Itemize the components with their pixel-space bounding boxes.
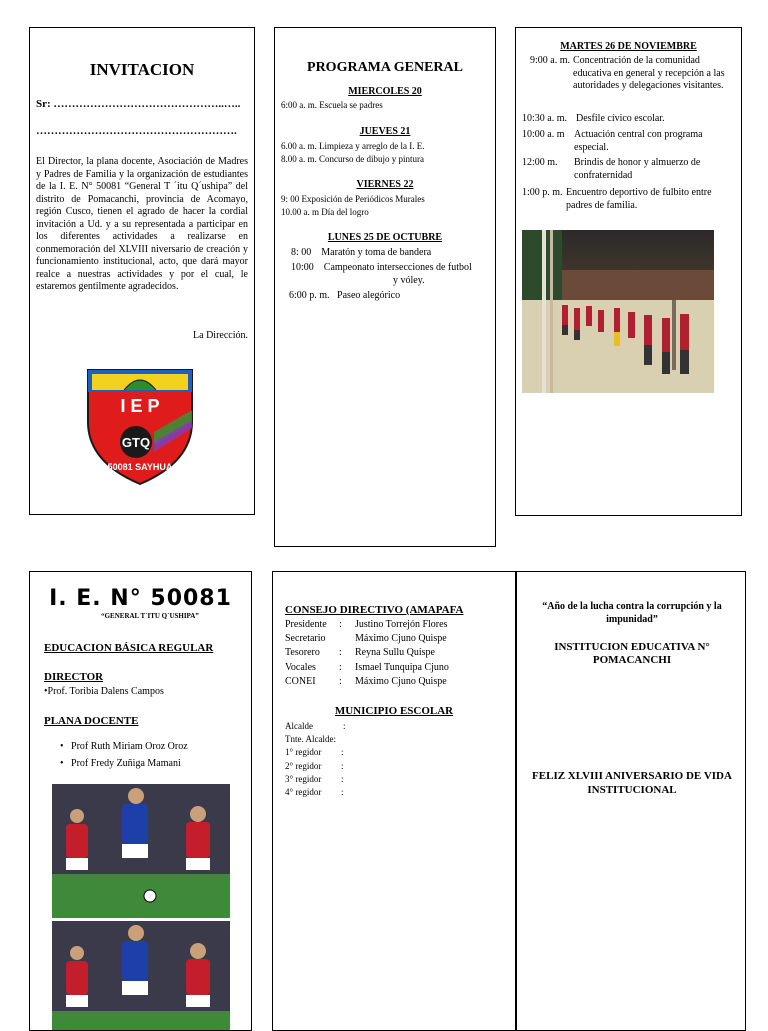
martes-text: Concentración de la comunidad educativa en general y recepción a las autoridades y delegaciones visitantes. [573,55,725,91]
day-item: 9: 00 Exposición de Periódicos Murales [281,194,425,204]
institution-name: INSTITUCION EDUCATIVA N° POMACANCHI [554,641,710,666]
municipio-row: Tnte. Alcalde: [285,734,336,744]
martes-time: 10:30 a. m. [522,113,567,124]
signature: La Dirección. [193,330,248,341]
member-row [285,619,447,631]
cover-panel [516,571,746,1031]
programa-panel [274,27,496,547]
member-role: Tesorero [285,647,320,658]
students-photo [522,230,714,393]
staff-heading: PLANA DOCENTE [44,715,139,727]
logo-gtq: GTQ [121,435,151,450]
member-sep: : [339,676,342,687]
martes-panel [515,27,742,516]
consejo-panel [272,571,516,1031]
day-item: 6:00 p. m. Paseo alegórico [289,290,401,301]
dots-line: ………………………………………………. [36,125,237,137]
staff-item: • Prof Ruth Miriam Oroz Oroz [60,741,188,752]
martes-time: 12:00 m. [522,157,558,168]
member-role: Vocales [285,662,316,673]
member-name: Máximo Cjuno Quispe [355,676,447,687]
day-item: y vóley. [393,275,425,286]
member-role: Secretario [285,633,326,644]
member-name: Justino Torrejón Flores [355,619,448,630]
municipio-row: 3° regidor : [285,774,344,784]
day-item: 6:00 a. m. Escuela se padres [281,100,383,110]
member-name: Ismael Tunquipa Cjuno [355,662,449,673]
martes-text: Desfile cívico escolar. [576,113,665,124]
day-heading: MIERCOLES 20 [348,86,422,97]
invitation-body: El Director, la plana docente, Asociación de Madres y Padres de Familia y la organización de estudiantes de la I. E. N° 50081 “General T ´itu Q´ushipa” del distrito de Pomacanchi, provincia de Acomayo, región Cusco, tienen el agrado de hacer la cordial invitación a Ud. y a su representada a participar en los diferentes actividades a realizarse en conmemoración del XLVIII niversario de creación y funcionamiento institucional, acto, que dará mayor realce a nuestras actividades y por el cual, le estaremos gentilmente agradecidos. [36,156,248,292]
member-row [285,633,447,645]
school-big-title: I. E. N° 50081 [49,586,232,611]
municipio-row: 2° regidor : [285,761,344,771]
municipio-row: 1° regidor : [285,747,344,757]
member-sep: : [339,662,342,673]
day-item: 8.00 a. m. Concurso de dibujo y pintura [281,154,424,164]
level-heading: EDUCACION BÁSICA REGULAR [44,642,214,654]
member-role: CONEI [285,676,316,687]
director-name: •Prof. Toribia Dalens Campos [44,686,164,697]
day-heading: JUEVES 21 [359,126,411,137]
martes-text: Actuación central con programa especial. [574,129,703,153]
member-name: Máximo Cjuno Quispe [355,633,447,644]
municipio-row: 4° regidor : [285,787,344,797]
martes-text: Brindis de honor y almuerzo de confraternidad [574,157,701,181]
martes-text: Encuentro deportivo de fulbito entre padres de familia. [566,187,712,211]
martes-time: 1:00 p. m. [522,187,563,198]
sr-line: Sr: ………………………………………..….. [36,98,241,110]
martes-time: 9:00 a. m. [530,55,570,66]
member-row [285,662,449,674]
municipio-heading: MUNICIPIO ESCOLAR [334,705,454,717]
soccer-photo [52,921,230,1030]
school-panel [29,571,252,1031]
martes-time: 10:00 a. m [522,129,565,140]
day-item: 10.00 a. m Día del logro [281,207,369,217]
day-heading: LUNES 25 DE OCTUBRE [327,232,443,243]
member-row [285,647,435,659]
day-item: 8: 00 Maratón y toma de bandera [291,247,432,258]
member-name: Reyna Sullu Quispe [355,647,435,658]
programa-title: PROGRAMA GENERAL [307,60,463,75]
member-sep: : [339,619,342,630]
day-heading: VIERNES 22 [356,179,414,190]
martes-heading: MARTES 26 DE NOVIEMBRE [560,41,697,52]
member-role: Presidente [285,619,327,630]
member-sep: : [339,647,342,658]
invitation-title: INVITACION [89,60,195,79]
year-motto: “Año de la lucha contra la corrupción y la impunidad” [542,601,722,625]
director-heading: DIRECTOR [44,671,104,683]
anniversary-text: FELIZ XLVIII ANIVERSARIO DE VIDA INSTITUCIONAL [532,770,732,796]
invitation-panel [29,27,255,515]
day-item: 6.00 a. m. Limpieza y arreglo de la I. E. [281,141,425,151]
school-subtitle: “GENERAL T´ITU Q´USHIPA” [101,612,199,620]
logo-number: 50081 SAYHUA [107,462,173,472]
logo-iep: I E P [120,396,160,416]
day-item: 10:00 Campeonato intersecciones de futbol [291,262,472,273]
school-logo [84,362,196,486]
member-row [285,676,447,688]
staff-item: • Prof Fredy Zuñiga Mamani [60,758,181,769]
soccer-photo [52,784,230,918]
municipio-row: Alcalde : [285,721,346,731]
consejo-heading: CONSEJO DIRECTIVO (AMAPAFA [285,604,464,616]
